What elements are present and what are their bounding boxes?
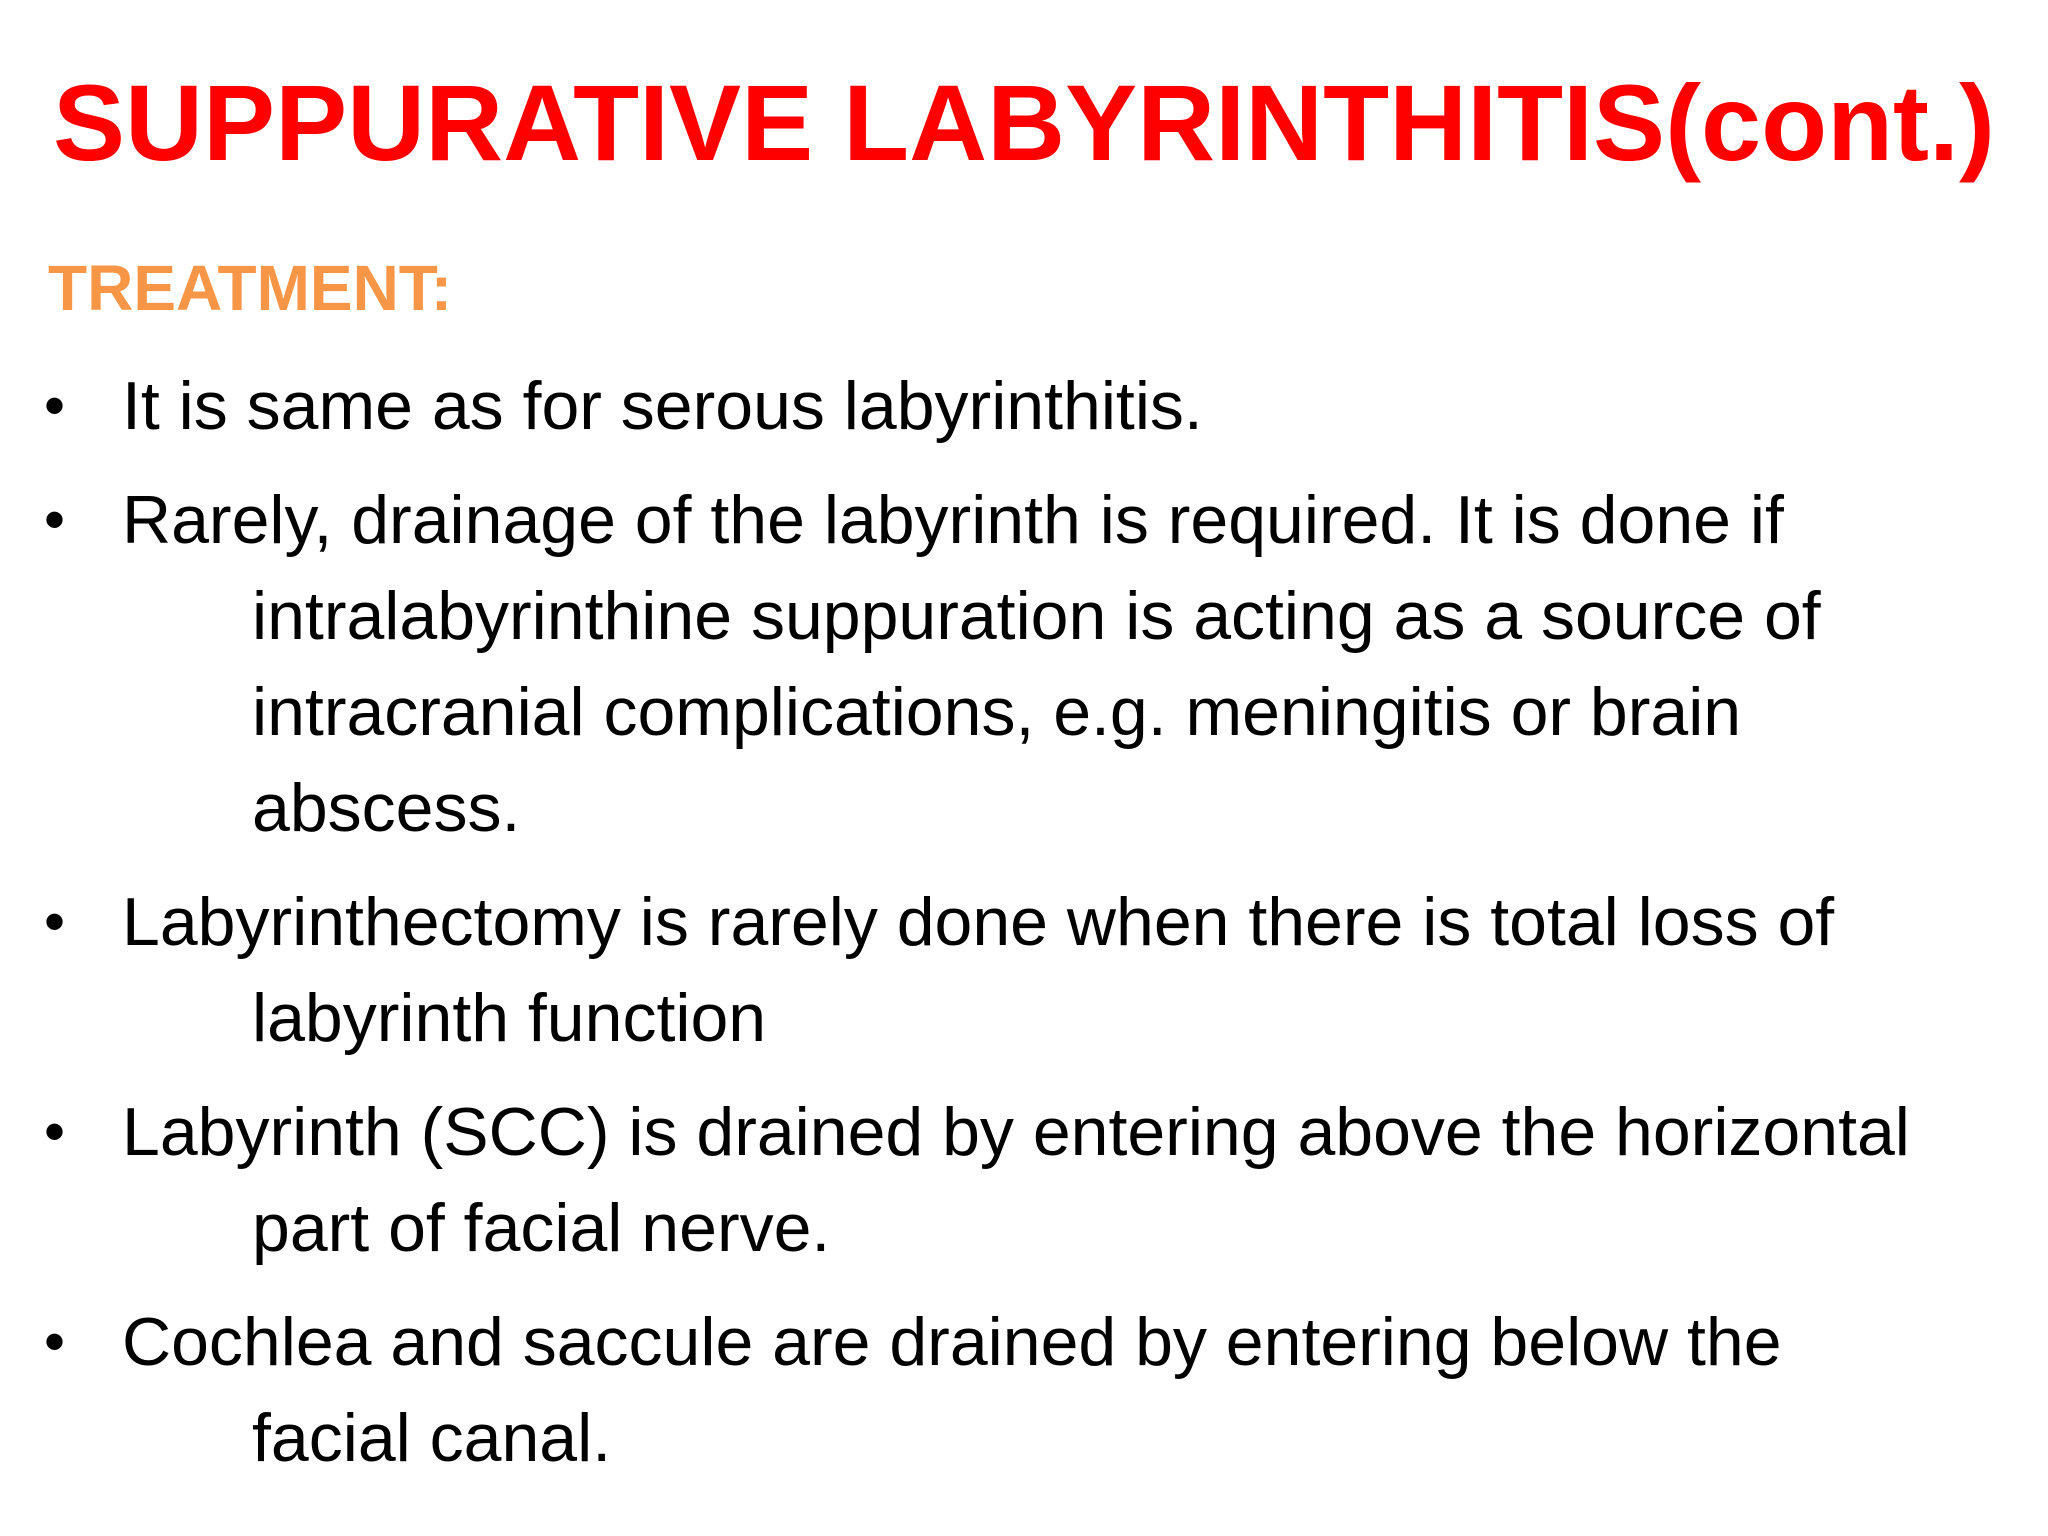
bullet-text bbox=[122, 1084, 2034, 1276]
bullet-item bbox=[44, 1084, 2034, 1276]
bullet-icon: • bbox=[44, 372, 66, 439]
bullet-item bbox=[44, 874, 2034, 1066]
bullet-item bbox=[44, 358, 2034, 454]
bullet-icon: • bbox=[44, 1308, 66, 1375]
bullet-line: intracranial complications, e.g. meningitis or brain bbox=[252, 674, 1742, 750]
bullet-line: facial canal. bbox=[252, 1400, 612, 1476]
bullet-icon: • bbox=[44, 888, 66, 955]
bullet-line: Labyrinthectomy is rarely done when there is total loss of bbox=[122, 884, 1835, 960]
bullet-line: Labyrinth (SCC) is drained by entering above the horizontal bbox=[122, 1094, 1910, 1170]
bullet-text bbox=[122, 358, 2034, 454]
bullet-text bbox=[122, 874, 2034, 1066]
bullet-line: part of facial nerve. bbox=[252, 1190, 831, 1266]
bullet-text bbox=[122, 1294, 2034, 1486]
bullet-line: labyrinth function bbox=[252, 980, 767, 1056]
bullet-line: Rarely, drainage of the labyrinth is required. It is done if bbox=[122, 482, 1784, 558]
slide-title: SUPPURATIVE LABYRINTHITIS(cont.) bbox=[53, 62, 1995, 183]
bullet-line: intralabyrinthine suppuration is acting as a source of bbox=[252, 578, 1821, 654]
bullet-item bbox=[44, 1294, 2034, 1486]
section-heading-treatment: TREATMENT: bbox=[48, 252, 453, 324]
bullet-text bbox=[122, 472, 2034, 856]
bullet-line: Cochlea and saccule are drained by entering below the bbox=[122, 1304, 1782, 1380]
bullet-icon: • bbox=[44, 486, 66, 553]
bullet-list bbox=[44, 358, 2034, 1504]
bullet-line: abscess. bbox=[252, 770, 521, 846]
bullet-line: It is same as for serous labyrinthitis. bbox=[122, 368, 1203, 444]
bullet-item bbox=[44, 472, 2034, 856]
bullet-icon: • bbox=[44, 1098, 66, 1165]
